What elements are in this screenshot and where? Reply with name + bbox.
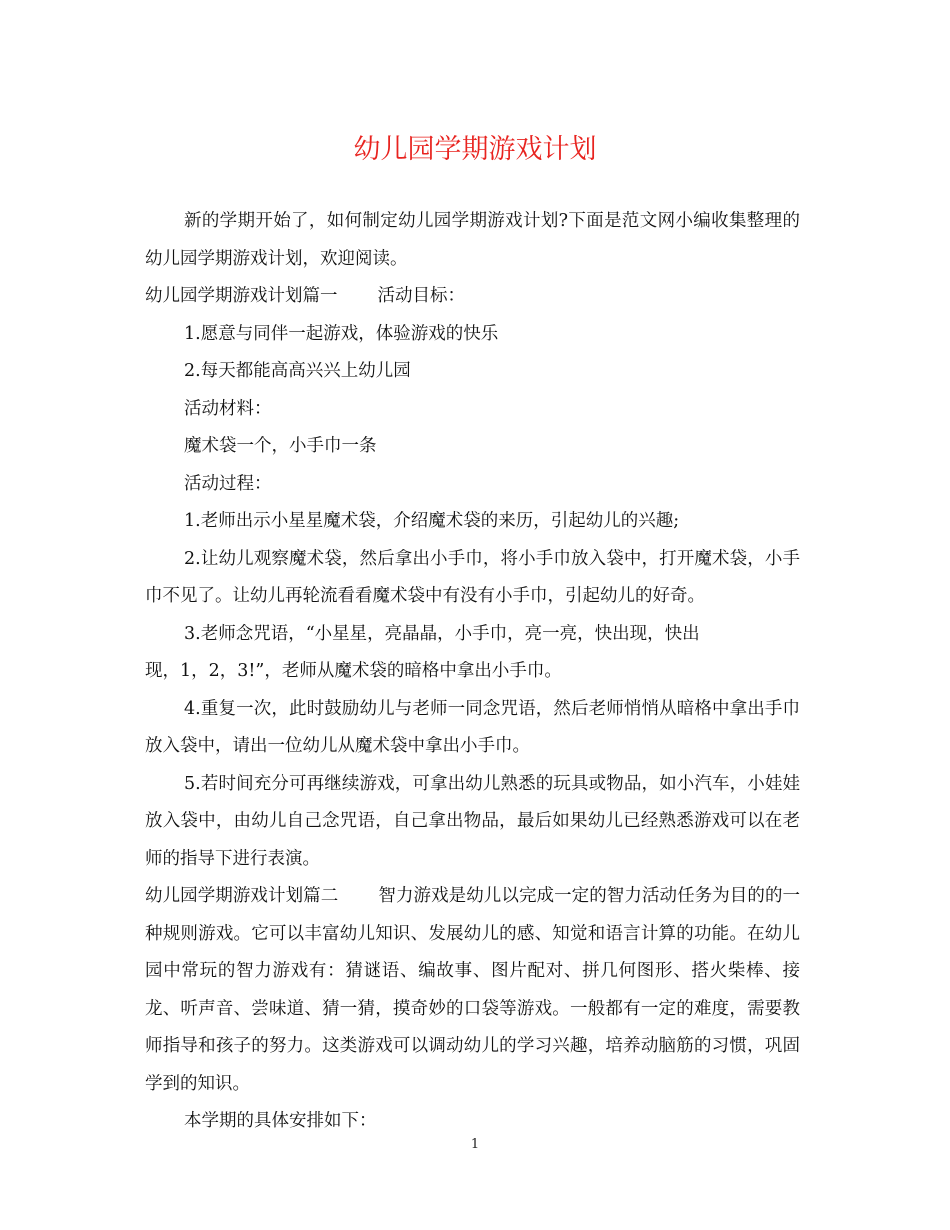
section-1-heading-line bbox=[145, 278, 800, 316]
intro-paragraph: 新的学期开始了，如何制定幼儿园学期游戏计划?下面是范文网小编收集整理的幼儿园学期游戏计划，欢迎阅读。 bbox=[145, 211, 800, 269]
section-1-goals-label: 活动目标： bbox=[377, 286, 465, 306]
document-title: 幼儿园学期游戏计划 bbox=[353, 134, 597, 165]
goal-item-1: 1.愿意与同伴一起游戏，体验游戏的快乐 bbox=[184, 323, 499, 344]
schedule-intro: 本学期的具体安排如下： bbox=[184, 1111, 377, 1131]
section-2-text: 智力游戏是幼儿以完成一定的智力活动任务为目的的一种规则游戏。它可以丰富幼儿知识、发展幼儿的感、知觉和语言计算的功能。在幼儿园中常玩的智力游戏有：猜谜语、编故事、图片配对、拼几何图形、搭火柴棒、接龙、听声音、尝味道、猜一猜，摸奇妙的口袋等游戏。一般都有一定的难度，需要教师指导和孩子的努力。这类游戏可以调动幼儿的学习兴趣，培养动脑筋的习惯，巩固学到的知识。 bbox=[145, 886, 801, 1094]
section-1-heading: 幼儿园学期游戏计划篇一 bbox=[145, 286, 338, 306]
materials-label: 活动材料： bbox=[184, 398, 272, 419]
process-step-1: 1.老师出示小星星魔术袋，介绍魔术袋的来历，引起幼儿的兴趣; bbox=[184, 511, 680, 531]
process-step-2: 2.让幼儿观察魔术袋，然后拿出小手巾，将小手巾放入袋中，打开魔术袋，小手巾不见了。让幼儿再轮流看看魔术袋中有没有小手巾，引起幼儿的好奇。 bbox=[145, 548, 800, 606]
process-label: 活动过程： bbox=[184, 473, 272, 494]
process-step-3-line-2: 现，1，2，3!”，老师从魔术袋的暗格中拿出小手巾。 bbox=[145, 661, 562, 681]
section-2-heading: 幼儿园学期游戏计划篇二 bbox=[145, 886, 339, 906]
page-number: 1 bbox=[470, 1137, 480, 1152]
process-step-5: 5.若时间充分可再继续游戏，可拿出幼儿熟悉的玩具或物品，如小汽车，小娃娃放入袋中，由幼儿自己念咒语，自己拿出物品，最后如果幼儿已经熟悉游戏可以在老师的指导下进行表演。 bbox=[145, 773, 800, 869]
goal-item-2: 2.每天都能高高兴兴上幼儿园 bbox=[184, 361, 411, 381]
process-step-3-line-1: 3.老师念咒语，“小星星，亮晶晶，小手巾，亮一亮，快出现，快出 bbox=[184, 623, 700, 644]
process-step-4: 4.重复一次，此时鼓励幼儿与老师一同念咒语，然后老师悄悄从暗格中拿出手巾放入袋中，请出一位幼儿从魔术袋中拿出小手巾。 bbox=[145, 698, 800, 756]
document-body bbox=[145, 203, 800, 1141]
section-2-paragraph bbox=[145, 878, 800, 1103]
materials-text: 魔术袋一个，小手巾一条 bbox=[184, 436, 377, 456]
